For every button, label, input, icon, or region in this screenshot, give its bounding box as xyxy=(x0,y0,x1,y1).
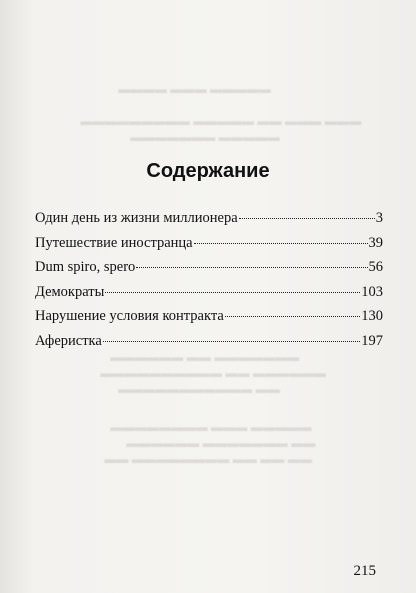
bleed-through-line: ▬▬▬▬▬▬ ▬▬ ▬▬▬▬▬▬▬▬▬▬ xyxy=(100,366,326,380)
toc-leader-dots xyxy=(239,218,375,219)
toc-entry xyxy=(35,306,383,331)
toc-entry-title: Путешествие иностранца xyxy=(35,234,193,251)
toc-entry-page: 197 xyxy=(361,332,383,349)
bleed-through-line: ▬▬ ▬▬▬▬▬▬▬▬▬▬▬ xyxy=(118,382,280,396)
bleed-through-line: ▬▬▬▬▬▬▬ ▬▬ ▬▬▬▬▬▬ xyxy=(110,350,300,364)
bleed-through-line: ▬▬▬▬▬ ▬▬▬▬▬▬▬ xyxy=(130,130,280,144)
bleed-through-line: ▬▬ ▬▬ ▬▬ ▬▬▬▬▬▬▬▬ ▬▬ xyxy=(104,452,312,466)
bleed-through-line: ▬▬ ▬▬▬▬▬▬▬ ▬▬▬▬▬▬ xyxy=(126,436,316,450)
page-number: 215 xyxy=(353,563,376,579)
contents-heading: Содержание xyxy=(146,160,270,182)
toc-leader-dots xyxy=(194,243,368,244)
toc-entry xyxy=(35,282,383,307)
toc-leader-dots xyxy=(103,341,360,342)
bleed-through-line: ▬▬▬▬▬ ▬▬▬ ▬▬▬▬▬▬▬▬ xyxy=(110,420,312,434)
toc-leader-dots xyxy=(105,292,360,293)
toc-entry xyxy=(35,233,383,258)
toc-entry-page: 56 xyxy=(368,259,383,276)
toc-entry-page: 3 xyxy=(375,210,383,226)
toc-entry xyxy=(35,331,383,356)
toc-entry-title: Аферистка xyxy=(35,332,102,349)
toc-entry-title: Демократы xyxy=(35,283,105,300)
bleed-through-line: ▬▬▬▬▬ ▬▬▬ ▬▬▬▬ xyxy=(118,82,271,96)
bleed-through-line: ▬▬▬ ▬▬▬ ▬▬ ▬▬▬▬▬ ▬▬▬▬▬▬▬▬▬ xyxy=(80,114,362,128)
toc-entry-page: 103 xyxy=(361,283,383,300)
toc-leader-dots xyxy=(225,316,360,317)
toc-leader-dots xyxy=(136,267,367,268)
toc-entry xyxy=(35,257,383,282)
table-of-contents xyxy=(35,208,383,356)
toc-entry-page: 130 xyxy=(361,308,383,325)
toc-entry-title: Один день из жизни миллионера xyxy=(35,210,238,226)
toc-entry-page: 39 xyxy=(368,234,383,251)
toc-entry-title: Нарушение условия контракта xyxy=(35,308,224,325)
toc-entry xyxy=(35,208,383,233)
toc-entry-title: Dum spiro, spero xyxy=(35,259,136,276)
